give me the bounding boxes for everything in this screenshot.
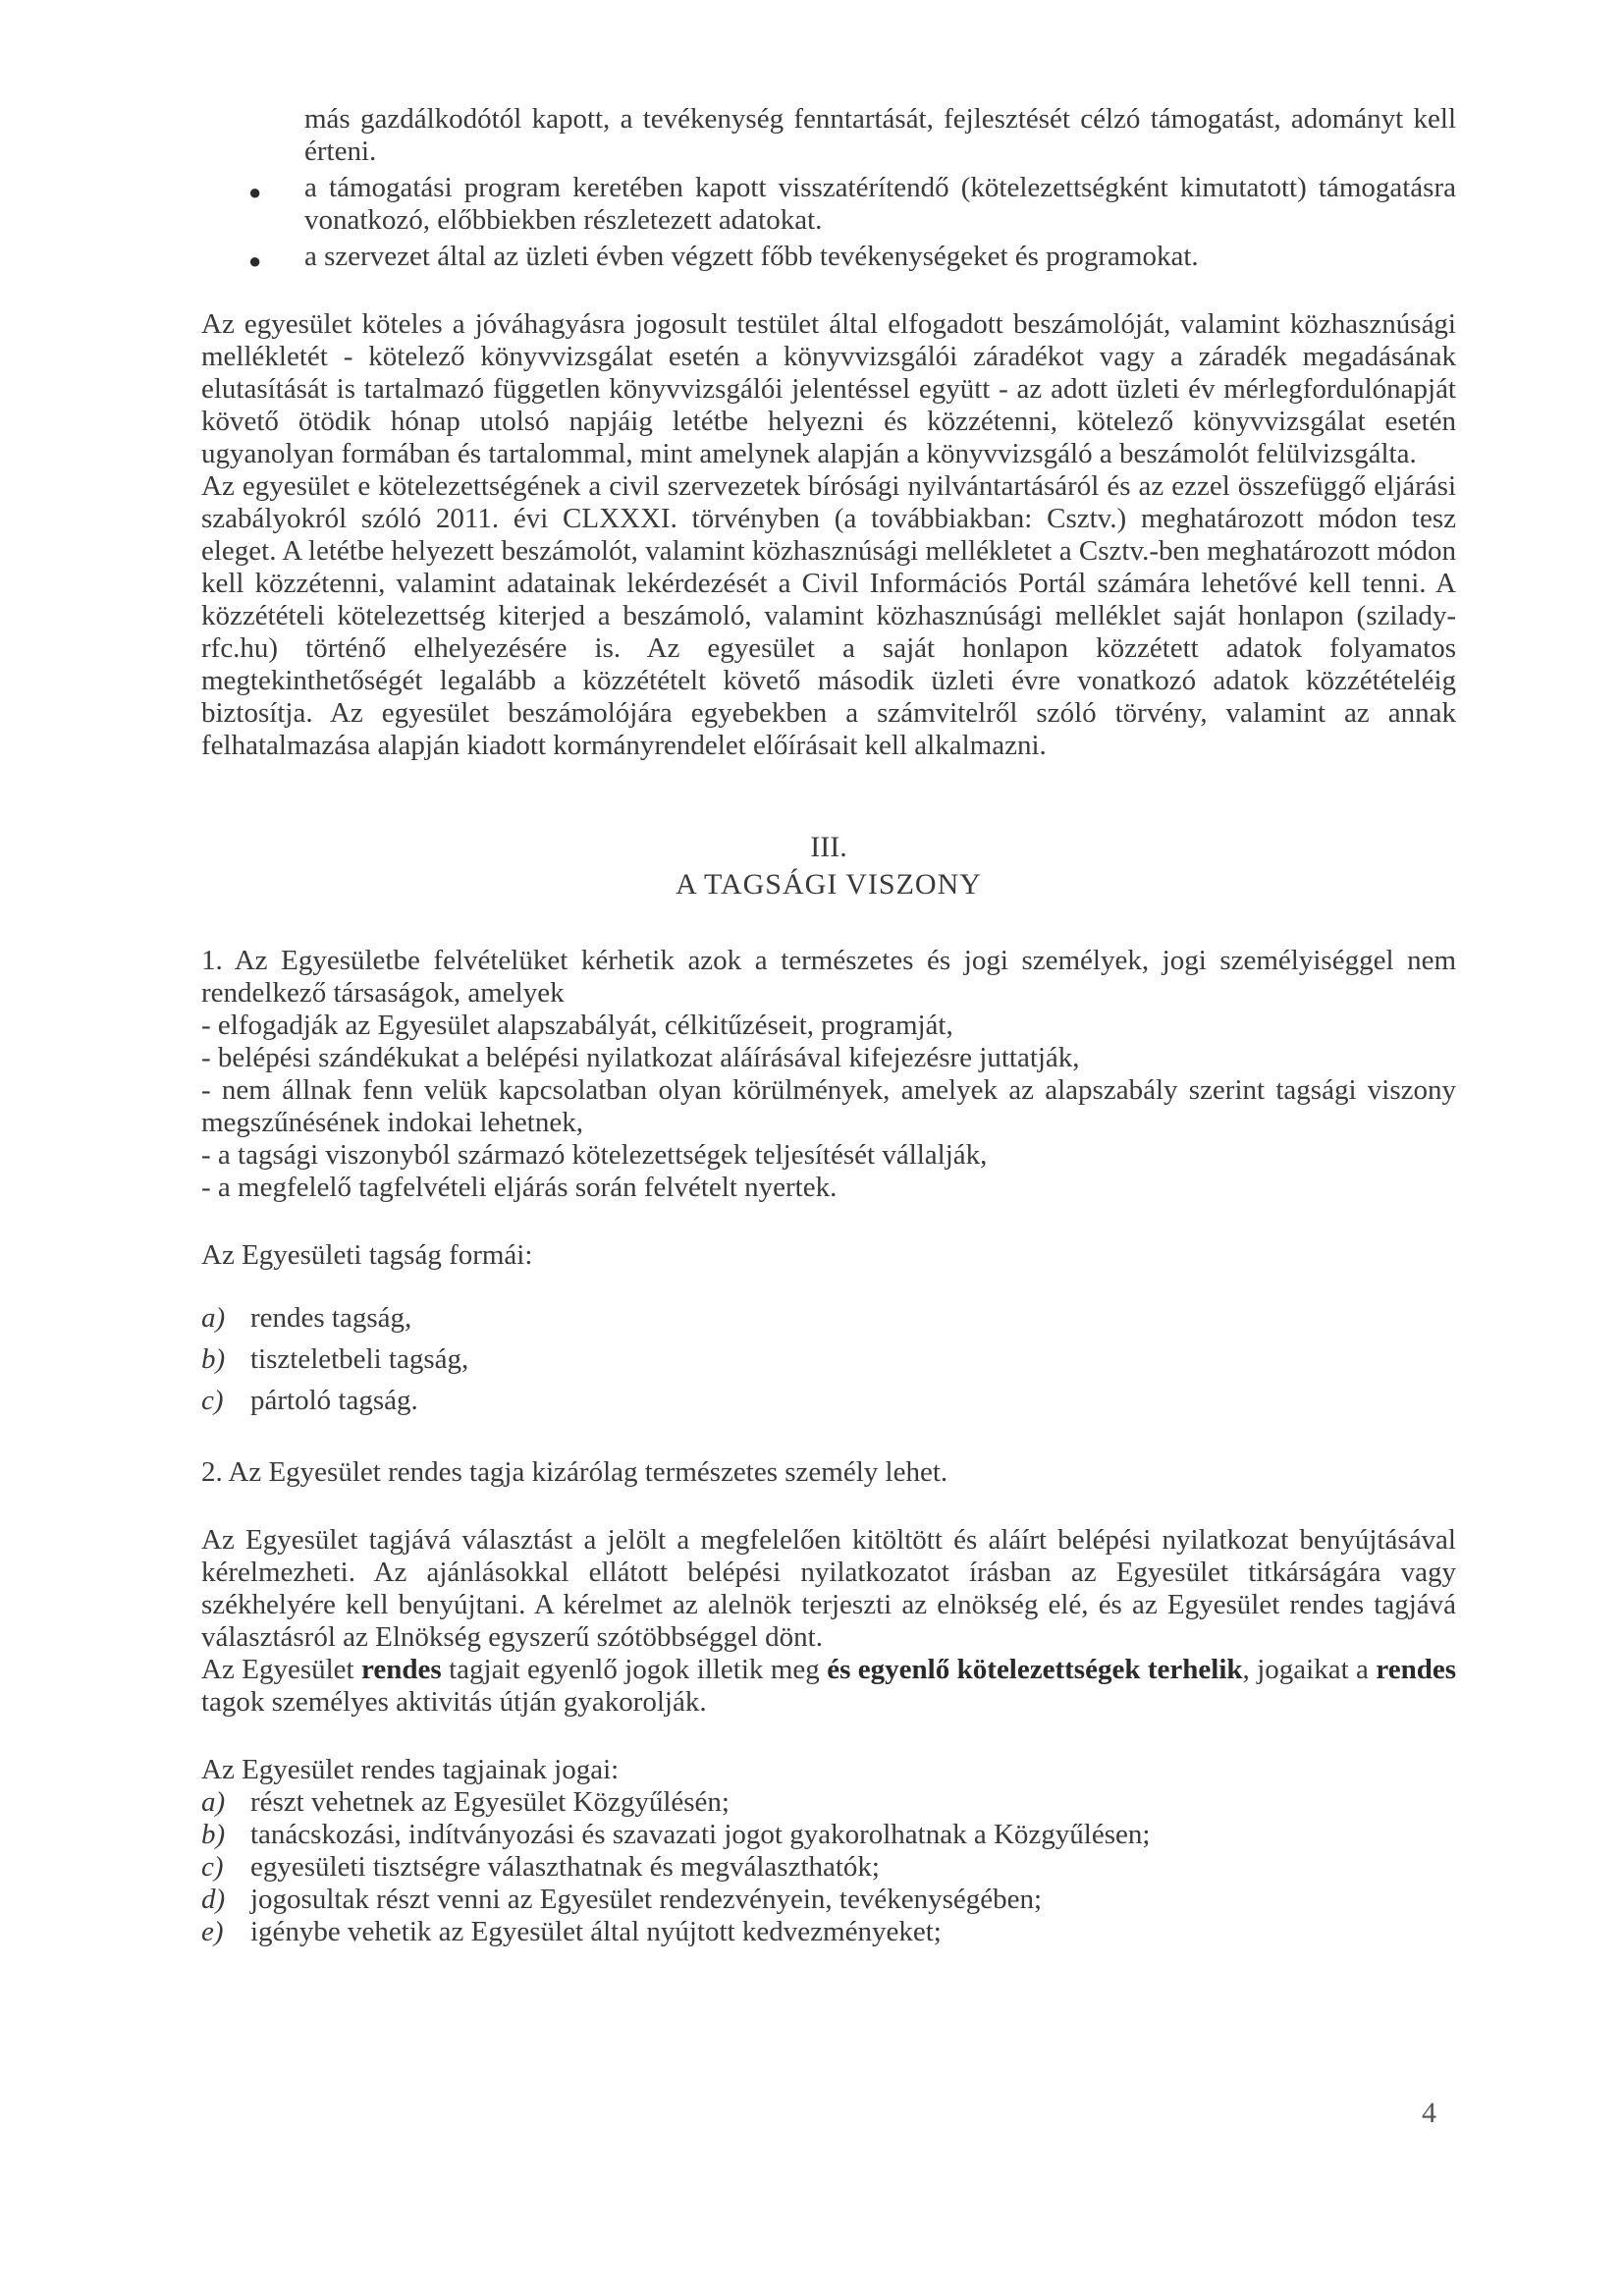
point1-intro: 1. Az Egyesületbe felvételüket kérhetik azok a természetes és jogi személyek, jogi személyiséggel nem rendelkező társaságok, amelyek: [201, 945, 1456, 1009]
right-item: [201, 1786, 1456, 1819]
membership-forms-list: [201, 1297, 1456, 1421]
item-marker: b): [201, 1343, 226, 1375]
bullet-list: [201, 172, 1456, 273]
item-text: tanácskozási, indítványozási és szavazati jogot gyakorolhatnak a Közgyűlésen;: [250, 1819, 1151, 1850]
point2: 2. Az Egyesület rendes tagja kizárólag természetes személy lehet.: [201, 1456, 948, 1488]
item-text: tiszteletbeli tagság,: [250, 1343, 469, 1375]
section-number: III.: [810, 831, 847, 863]
text-run: tagok személyes aktivitás útján gyakorolják.: [201, 1686, 707, 1718]
item-marker: c): [201, 1851, 224, 1883]
item-marker: b): [201, 1819, 226, 1850]
condition-item: - a tagsági viszonyból származó kötelezettségek teljesítését vállalják,: [201, 1139, 988, 1171]
item-text: igénybe vehetik az Egyesület által nyújtott kedvezményeket;: [250, 1916, 942, 1947]
bold-run: rendes: [1376, 1654, 1457, 1685]
rights-list: [201, 1786, 1456, 1948]
form-item: [201, 1339, 1456, 1380]
paragraph-election: Az Egyesület tagjává választást a jelölt a megfelelően kitöltött és aláírt belépési nyilatkozat benyújtásával kérelmezheti. Az ajánlásokkal ellátott belépési nyilatkozatot írásban az Egyesület titkárságára vagy székhelyére kell benyújtani. A kérelmet az alelnök terjeszti az elnökség elé, és az Egyesület rendes tagjává választásról az Elnökség egyszerű szótöbbséggel dönt.: [201, 1524, 1456, 1653]
page-number: 4: [1422, 2097, 1436, 2129]
condition-item: - belépési szándékukat a belépési nyilatkozat aláírásával kifejezésre juttatják,: [201, 1042, 1080, 1073]
paragraph-rights-duties: [201, 1654, 1456, 1719]
section-title: A TAGSÁGI VISZONY: [676, 868, 982, 901]
paragraph-report: Az egyesület köteles a jóváhagyásra jogosult testület által elfogadott beszámolóját, valamint közhasznúsági mellékletét - kötelező könyvvizsgálat esetén a könyvvizsgálói záradékot vagy a záradék megadásának elutasítását is tartalmazó független könyvvizsgálói jelentéssel együtt - az adott üzleti év mérlegfordulónapját követő ötödik hónap utolsó napjáig letétbe helyezni és közzétenni, kötelező könyvvizsgálat esetén ugyanolyan formában és tartalommal, mint amelynek alapján a könyvvizsgáló a beszámolót felülvizsgálta.: [201, 308, 1456, 469]
bullet-icon: ●: [248, 180, 262, 204]
text-run: tagjait egyenlő jogok illetik meg: [441, 1654, 828, 1685]
item-text: részt vehetnek az Egyesület Közgyűlésén;: [250, 1786, 730, 1818]
condition-item: - nem állnak fenn velük kapcsolatban olyan körülmények, amelyek az alapszabály szerint tagsági viszony megszűnésének indokai lehetnek,: [201, 1074, 1456, 1138]
right-item: [201, 1916, 1456, 1948]
right-item: [201, 1884, 1456, 1916]
point1-conditions: [201, 1010, 1456, 1204]
item-text: pártoló tagság.: [250, 1385, 418, 1416]
bold-run: és egyenlő kötelezettségek terhelik: [827, 1654, 1243, 1685]
form-item: [201, 1380, 1456, 1421]
forms-heading: Az Egyesületi tagság formái:: [201, 1239, 533, 1271]
bold-run: rendes: [361, 1654, 442, 1685]
bullet-item: [201, 172, 1456, 237]
bullet-item: [201, 241, 1456, 273]
item-marker: a): [201, 1302, 226, 1334]
condition-item: - elfogadják az Egyesület alapszabályát, célkitűzéseit, programját,: [201, 1010, 953, 1041]
item-marker: d): [201, 1884, 226, 1915]
item-text: egyesületi tisztségre választhatnak és megválaszthatók;: [250, 1851, 880, 1883]
item-text: jogosultak részt venni az Egyesület rendezvényein, tevékenységében;: [250, 1884, 1043, 1915]
bullet-text: a támogatási program keretében kapott visszatérítendő (kötelezettségként kimutatott) támogatásra vonatkozó, előbbiekben részletezett adatokat.: [304, 172, 1456, 236]
item-marker: e): [201, 1916, 224, 1947]
item-text: rendes tagság,: [250, 1302, 412, 1334]
rights-heading: Az Egyesület rendes tagjainak jogai:: [201, 1754, 620, 1785]
bullet-text: a szervezet által az üzleti évben végzett főbb tevékenységeket és programokat.: [304, 241, 1199, 272]
bullet-icon: ●: [248, 248, 262, 273]
text-run: , jogaikat a: [1242, 1654, 1377, 1685]
section-heading: [201, 829, 1456, 903]
form-item: [201, 1297, 1456, 1339]
text-run: Az Egyesület: [201, 1654, 362, 1685]
item-marker: a): [201, 1786, 226, 1818]
intro-continuation: más gazdálkodótól kapott, a tevékenység fenntartását, fejlesztését célzó támogatást, adományt kell érteni.: [304, 103, 1456, 167]
paragraph-obligation: Az egyesület e kötelezettségének a civil szervezetek bírósági nyilvántartásáról és az ezzel összefüggő eljárási szabályokról szóló 2011. évi CLXXXI. törvényben (a továbbiakban: Csztv.) meghatározott módon tesz eleget. A letétbe helyezett beszámolót, valamint közhasznúsági mellékletet a Csztv.-ben meghatározott módon kell közzétenni, valamint adatainak lekérdezését a Civil Információs Portál számára lehetővé kell tenni. A közzétételi kötelezettség kiterjed a beszámoló, valamint közhasznúsági melléklet saját honlapon (szilady-rfc.hu) történő elhelyezésére is. Az egyesület a saját honlapon közzétett adatok folyamatos megtekinthetőségét legalább a közzétételt követő második üzleti évre vonatkozó adatok közzétételéig biztosítja. Az egyesület beszámolójára egyebekben a számvitelről szóló törvény, valamint az annak felhatalmazása alapján kiadott kormányrendelet előírásait kell alkalmazni.: [201, 470, 1456, 761]
item-marker: c): [201, 1385, 224, 1416]
right-item: [201, 1819, 1456, 1851]
right-item: [201, 1851, 1456, 1884]
condition-item: - a megfelelő tagfelvételi eljárás során felvételt nyertek.: [201, 1172, 838, 1203]
